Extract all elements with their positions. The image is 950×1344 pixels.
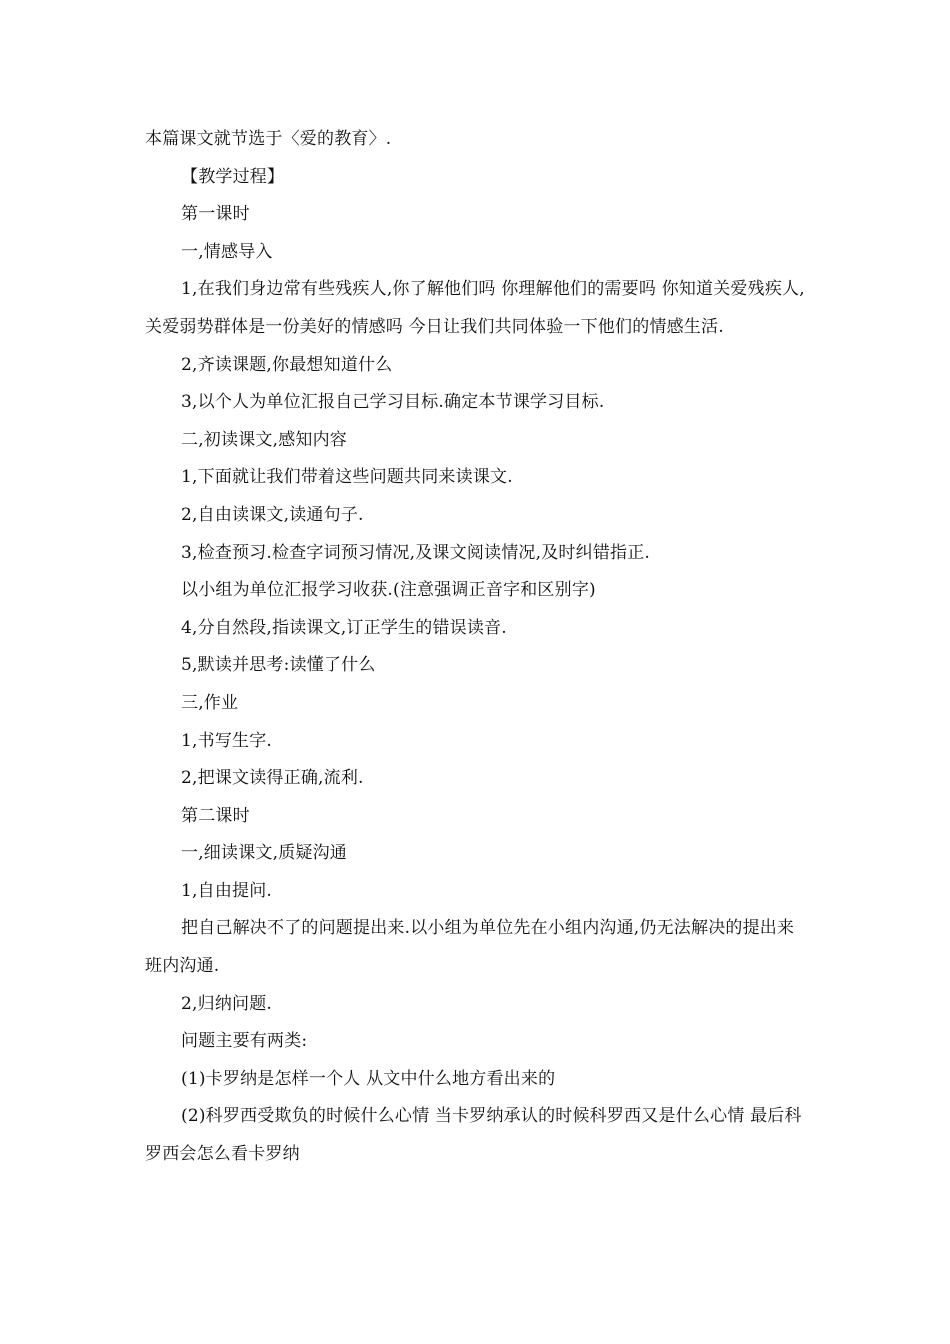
paragraph: 以小组为单位汇报学习收获.(注意强调正音字和区别字) (181, 580, 596, 601)
paragraph: 2,归纳问题. (181, 993, 273, 1014)
paragraph: 问题主要有两类: (181, 1031, 308, 1052)
paragraph: 4,分自然段,指读课文,订正学生的错误读音. (181, 617, 507, 638)
paragraph: 1,自由提问. (181, 880, 273, 901)
paragraph: 第一课时 (181, 204, 250, 225)
paragraph: 3,检查预习.检查字词预习情况,及课文阅读情况,及时纠错指正. (181, 542, 651, 563)
paragraph: 2,自由读课文,读通句子. (181, 504, 364, 525)
paragraph: 2,齐读课题,你最想知道什么 (181, 354, 393, 375)
paragraph: 本篇课文就节选于〈爱的教育〉. (145, 129, 392, 149)
paragraph: (2)科罗西受欺负的时候什么心情 当卡罗纳承认的时候科罗西又是什么心情 最后科罗西会怎么看卡罗纳 (145, 1106, 802, 1165)
paragraph: (1)卡罗纳是怎样一个人 从文中什么地方看出来的 (181, 1068, 556, 1089)
paragraph: 5,默读并思考:读懂了什么 (181, 655, 376, 676)
paragraph: 3,以个人为单位汇报自己学习目标.确定本节课学习目标. (181, 392, 605, 413)
paragraph: 一,细读课文,质疑沟通 (181, 843, 348, 864)
document-body (145, 121, 805, 1174)
paragraph: 1,书写生字. (181, 730, 273, 751)
paragraph: 【教学过程】 (181, 166, 285, 187)
paragraph: 第二课时 (181, 805, 250, 826)
paragraph: 1,下面就让我们带着这些问题共同来读课文. (181, 467, 513, 488)
paragraph: 1,在我们身边常有些残疾人,你了解他们吗 你理解他们的需要吗 你知道关爱残疾人,关爱弱势群体是一份美好的情感吗 今日让我们共同体验一下他们的情感生活. (145, 279, 805, 337)
paragraph: 一,情感导入 (181, 241, 273, 262)
paragraph: 2,把课文读得正确,流利. (181, 768, 364, 789)
paragraph: 三,作业 (181, 692, 239, 713)
paragraph: 二,初读课文,感知内容 (181, 429, 348, 450)
paragraph: 把自己解决不了的问题提出来.以小组为单位先在小组内沟通,仍无法解决的提出来班内沟通. (145, 918, 795, 977)
